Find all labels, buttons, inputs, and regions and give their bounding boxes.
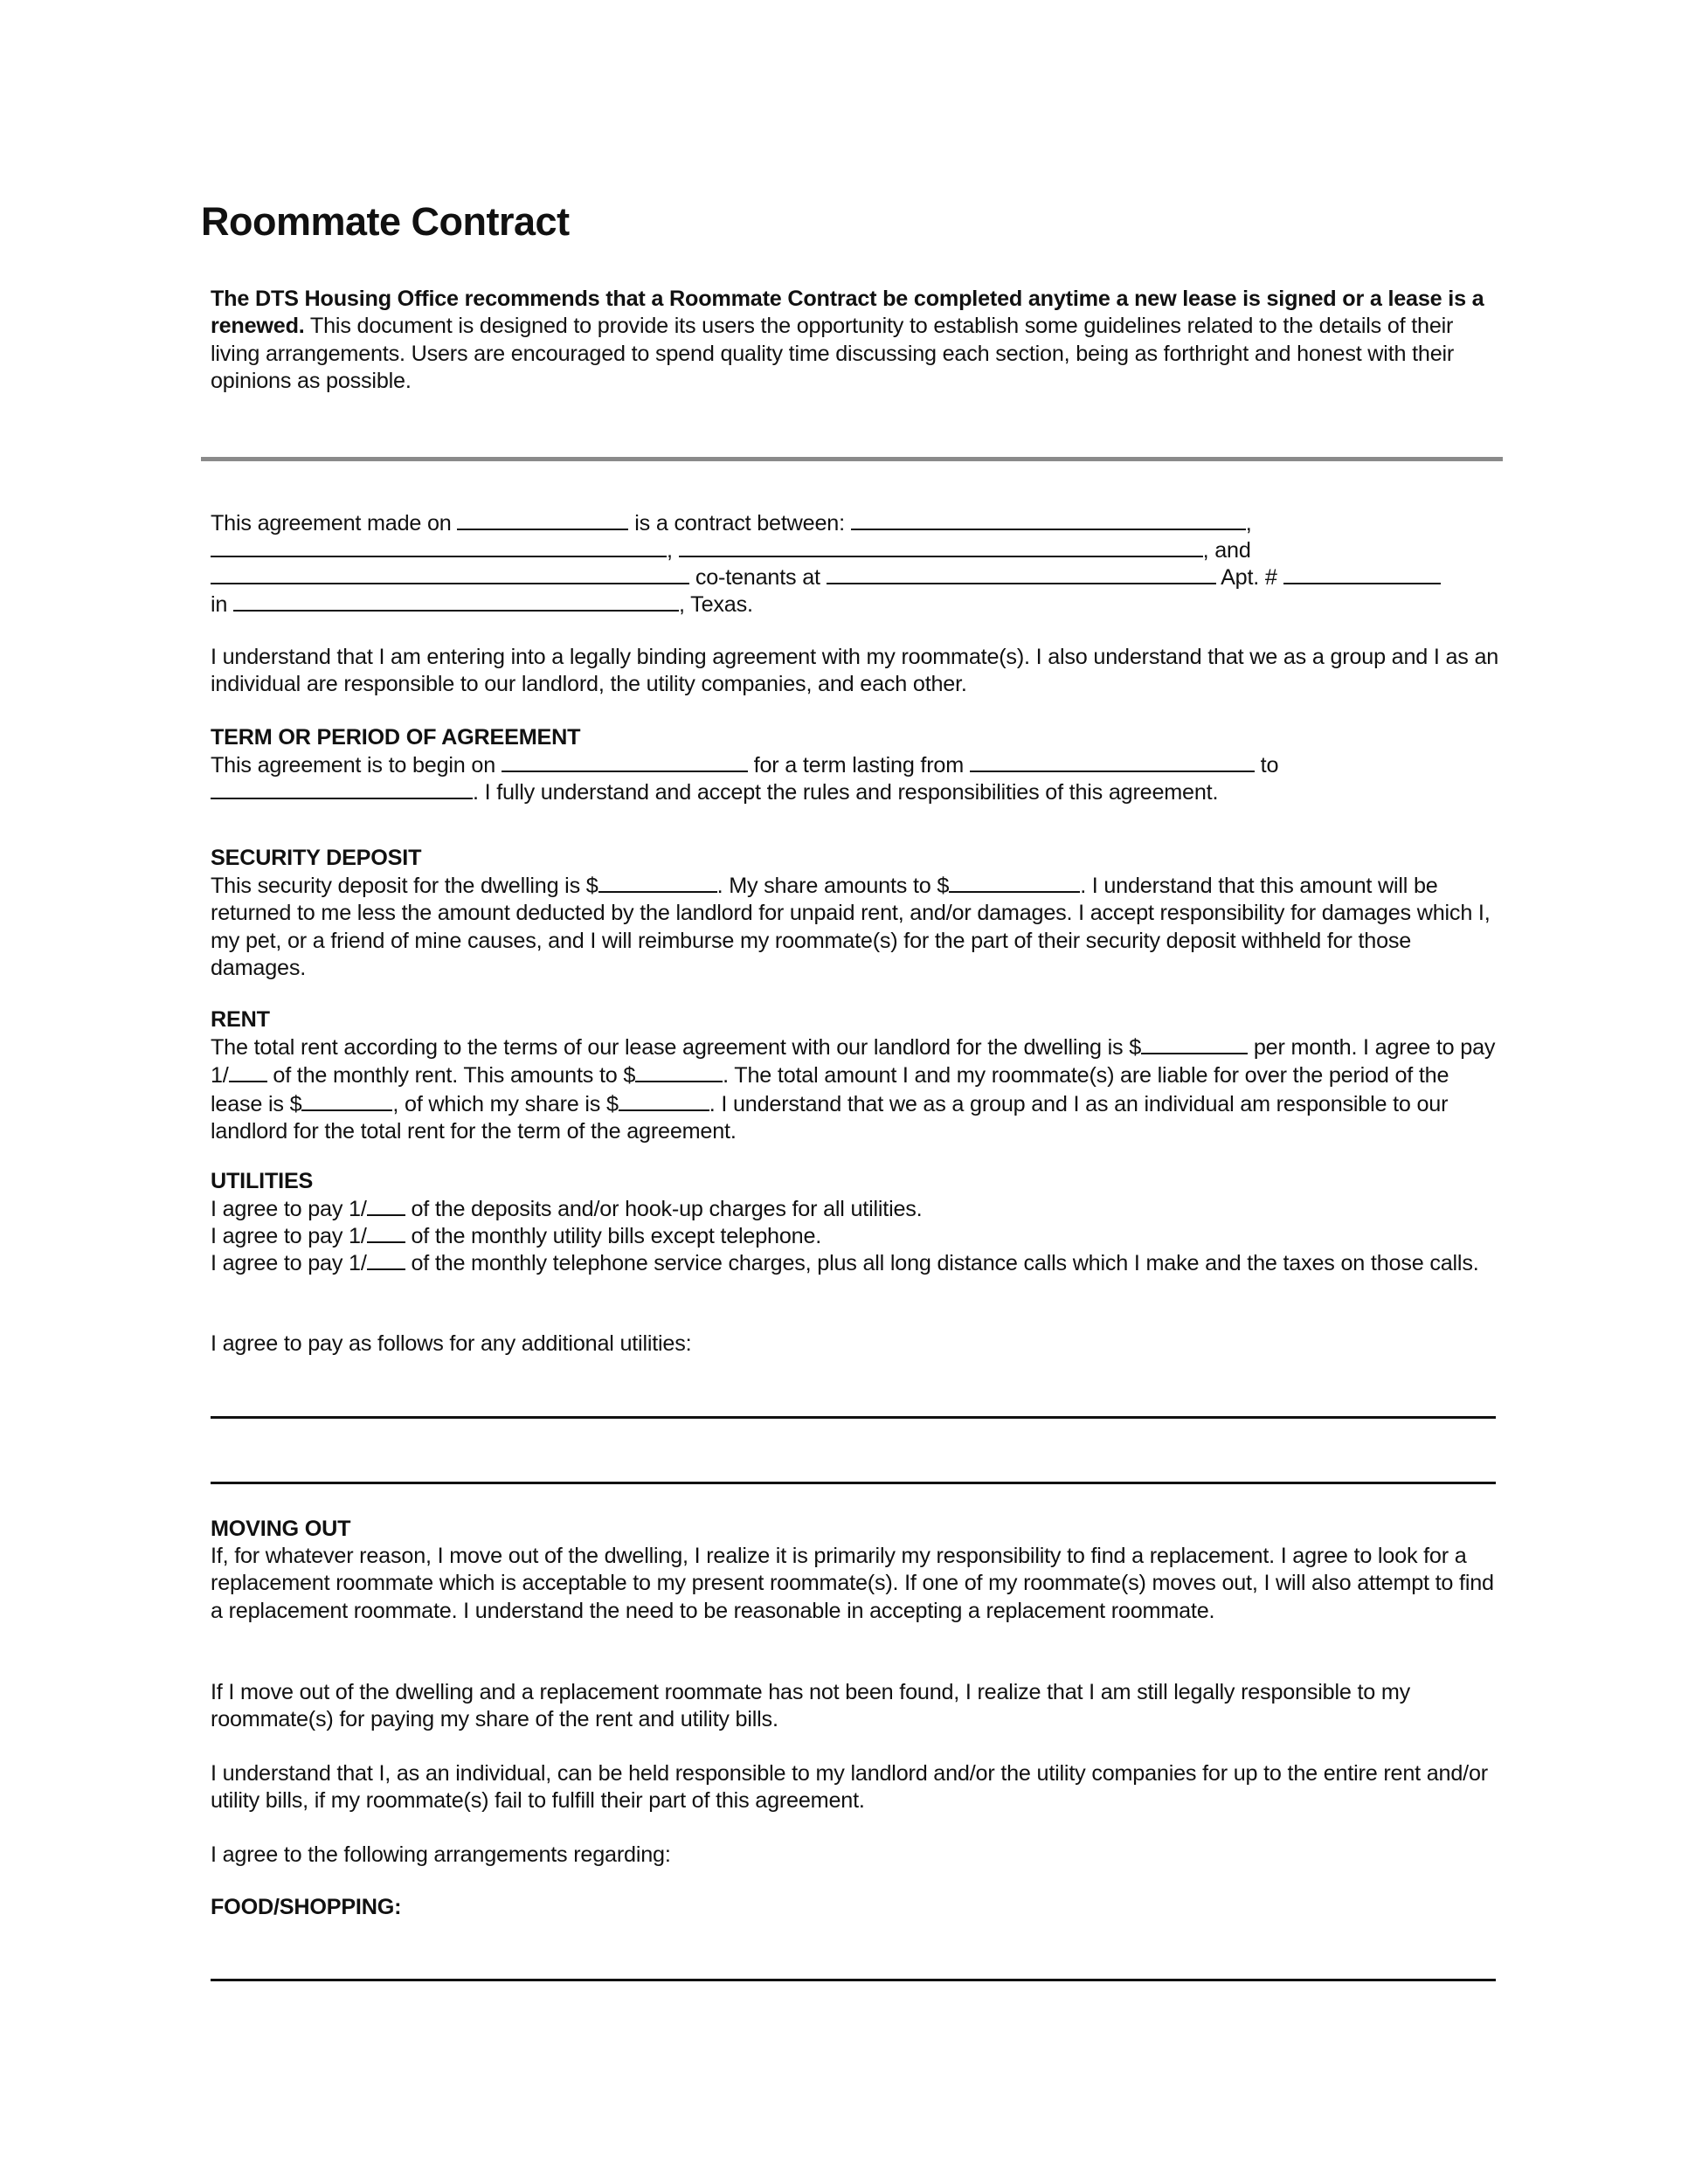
rent-text-3: of the monthly rent. This amounts to $ xyxy=(266,1063,636,1089)
term-to-field[interactable] xyxy=(211,778,473,799)
intro-paragraph xyxy=(211,286,1504,395)
section-divider xyxy=(201,457,1503,461)
agreement-line-3 xyxy=(211,563,1441,591)
roommate-3-field[interactable] xyxy=(679,536,1203,557)
utilities-item-3 xyxy=(211,1249,1504,1277)
rent-text-4: . The total amount I and my roommate(s) are liable for over the period of the lease is $ xyxy=(211,1063,1449,1116)
rent-text-2: per month. I agree to pay 1/ xyxy=(211,1035,1496,1089)
additional-utilities-line-2[interactable] xyxy=(211,1482,1496,1484)
moving-out-paragraph-2: If I move out of the dwelling and a replacement roommate has not been found, I realize that I am still legally responsible to my roommate(s) for paying my share of the rent and utility bills. xyxy=(211,1680,1411,1732)
security-deposit-heading: SECURITY DEPOSIT xyxy=(211,846,422,870)
moving-out-heading: MOVING OUT xyxy=(211,1517,351,1541)
moving-out-paragraph-3: I understand that I, as an individual, can be held responsible to my landlord and/or the utility companies for up to the entire rent and/or utility bills, if my roommate(s) fail to fulfill their part of this agreement. xyxy=(211,1761,1488,1814)
address-field[interactable] xyxy=(827,563,1216,584)
arrangements-label: I agree to the following arrangements regarding: xyxy=(211,1842,671,1867)
intro-bold-text: The DTS Housing Office recommends that a Roommate Contract be completed anytime a new lease is signed or a lease is a renewed. xyxy=(211,287,1484,339)
agreement-line-4 xyxy=(211,591,753,619)
utility-item-text: of the deposits and/or hook-up charges for all utilities. xyxy=(405,1197,923,1221)
utilities-item-1 xyxy=(211,1195,922,1223)
city-field[interactable] xyxy=(233,591,679,612)
apt-number-field[interactable] xyxy=(1283,563,1441,584)
roommate-2-field[interactable] xyxy=(211,536,667,557)
intro-text: This document is designed to provide its users the opportunity to establish some guidelines related to the details of their living arrangements. Users are encouraged to spend quality time discussing each section, being as forthright and honest with their opinions as possible. xyxy=(211,314,1455,393)
food-shopping-line[interactable] xyxy=(211,1979,1496,1981)
rent-fraction-field[interactable] xyxy=(229,1061,267,1082)
made-on-label: This agreement made on xyxy=(211,511,452,536)
deposit-share-field[interactable] xyxy=(949,872,1080,893)
contract-between-label: is a contract between: xyxy=(634,511,845,536)
term-line-2 xyxy=(211,778,1218,806)
apt-label: Apt. # xyxy=(1221,565,1277,590)
rent-total-field[interactable] xyxy=(1141,1033,1248,1054)
utility-bills-fraction-field[interactable] xyxy=(367,1222,405,1243)
term-line-1 xyxy=(211,751,1278,779)
rent-amount-field[interactable] xyxy=(635,1061,723,1082)
term-heading: TERM OR PERIOD OF AGREEMENT xyxy=(211,725,581,750)
roommate-1-field[interactable] xyxy=(851,509,1246,530)
lease-total-field[interactable] xyxy=(301,1090,392,1111)
cotenants-at-label: co-tenants at xyxy=(695,565,820,590)
rent-text-5: , of which my share is $ xyxy=(392,1091,619,1116)
deposit-text-1: This security deposit for the dwelling is $ xyxy=(211,874,598,898)
term-from-field[interactable] xyxy=(970,751,1255,772)
deposit-total-field[interactable] xyxy=(598,872,717,893)
in-label: in xyxy=(211,592,228,617)
roommate-4-field[interactable] xyxy=(211,563,689,584)
food-shopping-heading: FOOD/SHOPPING: xyxy=(211,1895,402,1919)
begin-on-label: This agreement is to begin on xyxy=(211,753,496,778)
term-from-label: for a term lasting from xyxy=(753,753,965,778)
deposit-text-2: . My share amounts to $ xyxy=(716,874,950,898)
utility-prefix: I agree to pay 1/ xyxy=(211,1224,367,1248)
utility-phone-fraction-field[interactable] xyxy=(367,1249,405,1270)
comma: , xyxy=(1245,511,1252,536)
agreement-date-field[interactable] xyxy=(457,509,628,530)
agreement-line-2 xyxy=(211,536,1251,564)
utilities-heading: UTILITIES xyxy=(211,1169,314,1193)
lease-share-field[interactable] xyxy=(619,1090,709,1111)
begin-date-field[interactable] xyxy=(502,751,748,772)
agreement-line-1 xyxy=(211,509,1252,537)
rent-heading: RENT xyxy=(211,1007,270,1032)
utility-item-text: of the monthly utility bills except telephone. xyxy=(405,1224,822,1248)
utility-deposit-fraction-field[interactable] xyxy=(367,1195,405,1216)
additional-utilities-line-1[interactable] xyxy=(211,1416,1496,1419)
rent-text-6: . I understand that we as a group and I as an individual am responsible to our landlord for the total rent for the term of the agreement. xyxy=(211,1091,1449,1144)
texas-label: , Texas. xyxy=(679,592,753,617)
page-title: Roommate Contract xyxy=(201,199,570,244)
to-label: to xyxy=(1260,753,1279,778)
additional-utilities-label: I agree to pay as follows for any additional utilities: xyxy=(211,1331,692,1356)
accept-text: . I fully understand and accept the rules and responsibilities of this agreement. xyxy=(473,780,1219,805)
comma: , xyxy=(667,538,673,563)
utility-prefix: I agree to pay 1/ xyxy=(211,1197,367,1221)
and-label: , and xyxy=(1202,538,1251,563)
utilities-item-2 xyxy=(211,1222,821,1250)
moving-out-paragraph-1: If, for whatever reason, I move out of the dwelling, I realize it is primarily my responsibility to find a replacement. I agree to look for a replacement roommate which is acceptable to my present roommate(s). If one of my roommate(s) moves out, I will also attempt to find a replacement roommate. I understand the need to be reasonable in accepting a replacement roommate. xyxy=(211,1544,1494,1623)
deposit-text-3: . I understand that this amount will be returned to me less the amount deducted by the landlord for unpaid rent, and/or damages. I accept responsibility for damages which I, my pet, or a friend of mine causes, and I will reimburse my roommate(s) for the part of their security deposit withheld for those damages. xyxy=(211,874,1491,980)
security-deposit-paragraph xyxy=(211,872,1504,982)
utility-prefix: I agree to pay 1/ xyxy=(211,1251,367,1275)
utility-item-text: of the monthly telephone service charges, plus all long distance calls which I make and the taxes on those calls. xyxy=(405,1251,1479,1275)
rent-paragraph xyxy=(211,1033,1504,1145)
rent-text-1: The total rent according to the terms of our lease agreement with our landlord for the dwelling is $ xyxy=(211,1035,1142,1060)
understand-paragraph: I understand that I am entering into a legally binding agreement with my roommate(s). I also understand that we as a group and I as an individual are responsible to our landlord, the utility companies, and each other. xyxy=(211,645,1499,697)
